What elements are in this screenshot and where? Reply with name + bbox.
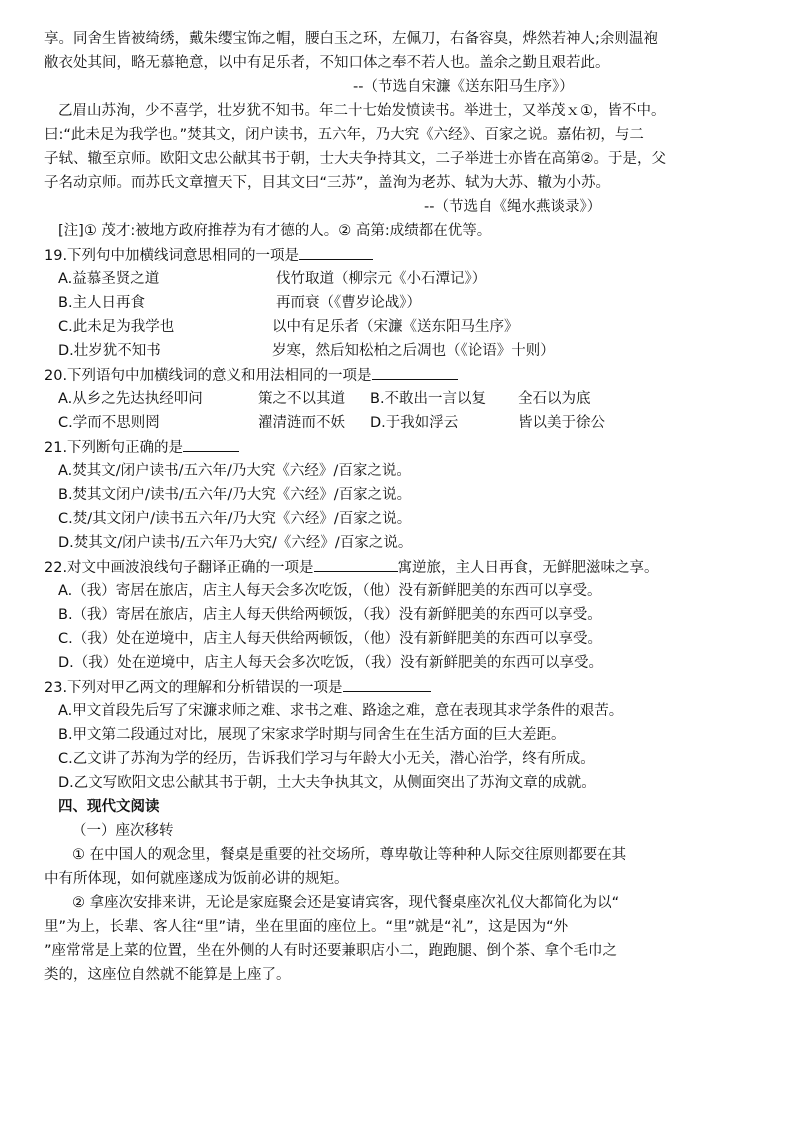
article-line: 里”为上，长辈、客人往“里”请，坐在里面的座位上。“里”就是“礼”，这是因为“外 bbox=[44, 919, 569, 935]
question-22-option: D.（我）处在逆境中，店主人每天会多次吃饭，（我）没有新鲜肥美的东西可以享受。 bbox=[58, 655, 604, 671]
question-20-stem: 20.下列语句中加横线词的意义和用法相同的一项是 bbox=[44, 363, 754, 387]
article-line: 中有所体现，如何就座遂成为饭前必讲的规矩。 bbox=[44, 871, 349, 887]
question-20-option: A.从乡之先达执经叩问 策之不以其道 B.不敢出一言以复 全石以为底 bbox=[58, 391, 591, 407]
passage-b-line: 子轼、辙至京师。欧阳文忠公献其书于朝，士大夫争持其文，二子举进士亦皆在高第②。于是，父 bbox=[44, 151, 666, 167]
question-22-option: B.（我）寄居在旅店，店主人每天供给两顿饭，（我）没有新鲜肥美的东西可以享受。 bbox=[58, 607, 602, 623]
question-21-option: B.焚其文闭户/读书/五六年/乃大究《六经》/百家之说。 bbox=[58, 487, 412, 503]
question-19-option: B.主人日再食 再而衰（《曹岁论战》） bbox=[58, 295, 421, 311]
question-19-option: A.益慕圣贤之道 伐竹取道（柳宗元《小石潭记》） bbox=[58, 271, 487, 287]
answer-blank[interactable] bbox=[372, 363, 458, 380]
passage-b-source: --（节选自《绳水燕谈录》） bbox=[424, 199, 602, 215]
question-22-quote: 寓逆旅，主人日再食，无鲜肥滋味之享。 bbox=[397, 560, 659, 576]
article-line: 类的，这座位自然就不能算是上座了。 bbox=[44, 967, 291, 983]
answer-blank[interactable] bbox=[343, 675, 431, 692]
question-23-option: C.乙文讲了苏洵为学的经历，告诉我们学习与年龄大小无关，潜心治学，终有所成。 bbox=[58, 751, 595, 767]
question-19-option: C.此未足为我学也 以中有足乐者（宋濂《送东阳马生序》 bbox=[58, 319, 519, 335]
section-heading: 四、现代文阅读 bbox=[58, 799, 160, 815]
passage-a-source: --（节选自宋濂《送东阳马生序》） bbox=[353, 79, 574, 95]
question-22-stem: 22.对文中画波浪线句子翻译正确的一项是 寓逆旅，主人日再食，无鲜肥滋味之享。 bbox=[44, 555, 754, 579]
question-23-option: B.甲文第二段通过对比，展现了宋家求学时期与同舍生在生活方面的巨大差距。 bbox=[58, 727, 566, 743]
article-line: ”座常常是上菜的位置，坐在外侧的人有时还要兼职店小二，跑跑腿、倒个茶、拿个毛巾之 bbox=[44, 943, 618, 959]
section-subheading: （一）座次移转 bbox=[72, 823, 174, 839]
answer-blank[interactable] bbox=[183, 435, 239, 452]
question-22-option: A.（我）寄居在旅店，店主人每天会多次吃饭，（他）没有新鲜肥美的东西可以享受。 bbox=[58, 583, 602, 599]
question-23-option: D.乙文写欧阳文忠公献其书于朝，土大夫争执其文，从侧面突出了苏洵文章的成就。 bbox=[58, 775, 596, 791]
question-23-stem: 23.下列对甲乙两文的理解和分析错误的一项是 bbox=[44, 675, 754, 699]
question-21-option: D.焚其文/闭户读书/五六年乃大究/《六经》/百家之说。 bbox=[58, 535, 413, 551]
passage-a-line: 敝衣处其间，略无慕艳意，以中有足乐者，不知口体之奉不若人也。盖余之勤且艰若此。 bbox=[44, 55, 610, 71]
passage-b-line: 乙眉山苏洵，少不喜学，壮岁犹不知书。年二十七始发愤读书。举进士，又举茂ｘ①，皆不中。 bbox=[58, 103, 666, 119]
question-21-option: C.焚/其文闭户/读书五六年/乃大究《六经》/百家之说。 bbox=[58, 511, 412, 527]
question-19-stem: 19.下列句中加横线词意思相同的一项是 bbox=[44, 243, 754, 267]
question-19-option: D.壮岁犹不知书 岁寒，然后知松柏之后凋也（《论语》十则） bbox=[58, 343, 555, 359]
article-line: ① 在中国人的观念里，餐桌是重要的社交场所，尊卑敬让等种种人际交往原则都要在其 bbox=[72, 847, 627, 863]
question-23-option: A.甲文首段先后写了宋濂求师之难、求书之难、路途之难，意在表现其求学条件的艰苦。 bbox=[58, 703, 624, 719]
question-22-option: C.（我）处在逆境中，店主人每天供给两顿饭，（他）没有新鲜肥美的东西可以享受。 bbox=[58, 631, 602, 647]
answer-blank[interactable] bbox=[299, 243, 373, 260]
question-21-option: A.焚其文/闭户读书/五六年/乃大究《六经》/百家之说。 bbox=[58, 463, 411, 479]
question-21-stem: 21.下列断句正确的是 bbox=[44, 435, 754, 459]
passage-b-line: 子名动京师。而苏氏文章擅天下，目其文曰“三苏”，盖洵为老苏、轼为大苏、辙为小苏。 bbox=[44, 175, 611, 191]
footnote: [注]① 茂才:被地方政府推荐为有才德的人。② 高第:成绩都在优等。 bbox=[58, 223, 492, 239]
passage-b-line: 曰:“此未足为我学也。”焚其文，闭户读书，五六年，乃大究《六经》、百家之说。嘉佑初，与二 bbox=[44, 127, 644, 143]
article-line: ② 拿座次安排来讲，无论是家庭聚会还是宴请宾客，现代餐桌座次礼仪大都简化为以“ bbox=[72, 895, 620, 911]
passage-a-line: 享。同舍生皆被绮绣，戴朱缨宝饰之帽，腰白玉之环，左佩刀，右备容臭，烨然若神人;余则温袍 bbox=[44, 31, 658, 47]
question-20-option: C.学而不思则罔 濯清涟而不妖 D.于我如浮云 皆以美于徐公 bbox=[58, 415, 605, 431]
answer-blank[interactable] bbox=[314, 555, 398, 572]
